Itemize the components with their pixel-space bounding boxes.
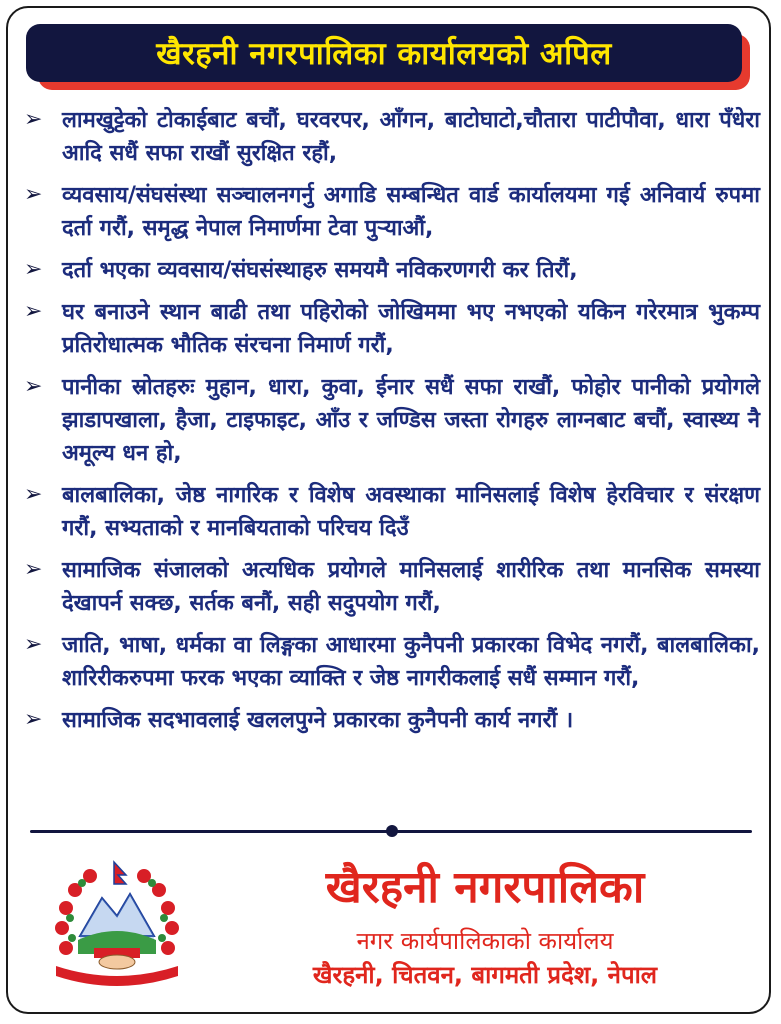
list-item	[20, 704, 760, 737]
list-item	[20, 554, 760, 620]
appeal-text: लामखुट्टेको टोकाईबाट बचौं, घरवरपर, आँगन, बाटोघाटो,चौतारा पाटीपौवा, धारा पँधेरा आदि सधैं सफा राखौं सुरक्षित रहौं,	[62, 108, 760, 166]
appeal-text: व्यवसाय/संघसंस्था सञ्चालनगर्नु अगाडि सम्बन्धित वार्ड कार्यालयमा गई अनिवार्य रुपमा दर्ता गरौं, समृद्ध नेपाल निमार्णमा टेवा पुर्‍याऔं,	[62, 183, 760, 241]
page-title: खैरहनी नगरपालिका कार्यालयको अपिल	[156, 36, 612, 72]
arrow-bullet-icon: ➢	[24, 299, 43, 324]
appeal-text: पानीका स्रोतहरुः मुहान, धारा, कुवा, ईनार सधैं सफा राखौं, फोहोर पानीको प्रयोगले झाडापखाला, हैजा, टाइफाइट, आँउ र जण्डिस जस्ता रोगहरु लाग्नबाट बचौं, स्वास्थ्य नै अमूल्य धन हो,	[62, 375, 760, 466]
arrow-bullet-icon: ➢	[24, 257, 43, 282]
appeal-text: बालबालिका, जेष्ठ नागरिक र विशेष अवस्थाका मानिसलाई विशेष हेरविचार र संरक्षण गरौं, सभ्यताको र मानबियताको परिचय दिउँ	[62, 483, 760, 541]
appeal-list	[20, 104, 760, 746]
divider-dot	[386, 825, 398, 837]
arrow-bullet-icon: ➢	[24, 557, 43, 582]
list-item	[20, 254, 760, 287]
appeal-text: दर्ता भएका व्यवसाय/संघसंस्थाहरु समयमै नविकरणगरी कर तिरौं,	[62, 258, 578, 283]
appeal-text: सामाजिक संजालको अत्यधिक प्रयोगले मानिसलाई शारीरिक तथा मानसिक समस्या देखापर्न सक्छ, सर्तक बनौं, सही सदुपयोग गरौं,	[62, 558, 760, 616]
list-item	[20, 629, 760, 695]
nepal-government-emblem-icon	[42, 858, 192, 988]
list-item	[20, 104, 760, 170]
list-item	[20, 179, 760, 245]
address: खैरहनी, चितवन, बागमती प्रदेश, नेपाल	[312, 961, 658, 989]
list-item	[20, 479, 760, 545]
appeal-text: सामाजिक सदभावलाई खललपुग्ने प्रकारका कुनैपनी कार्य नगरौं ।	[62, 708, 574, 733]
list-item	[20, 371, 760, 470]
arrow-bullet-icon: ➢	[24, 182, 43, 207]
arrow-bullet-icon: ➢	[24, 482, 43, 507]
arrow-bullet-icon: ➢	[24, 632, 43, 657]
title-banner	[26, 24, 742, 82]
list-item	[20, 296, 760, 362]
arrow-bullet-icon: ➢	[24, 707, 43, 732]
arrow-bullet-icon: ➢	[24, 374, 43, 399]
appeal-text: जाति, भाषा, धर्मका वा लिङ्गका आधारमा कुनैपनी प्रकारका विभेद नगरौं, बालबालिका, शारिरीकरुपमा फरक भएका व्याक्ति र जेष्ठ नागरीकलाई सधैं सम्मान गरौं,	[62, 633, 760, 691]
office-name: नगर कार्यपालिकाको कार्यालय	[356, 927, 614, 955]
appeal-text: घर बनाउने स्थान बाढी तथा पहिरोको जोखिममा भए नभएको यकिन गरेरमात्र भुकम्प प्रतिरोधात्मक भौतिक संरचना निमार्ण गरौं,	[62, 300, 760, 358]
organization-name: खैरहनी नगरपालिका	[325, 862, 645, 913]
arrow-bullet-icon: ➢	[24, 107, 43, 132]
